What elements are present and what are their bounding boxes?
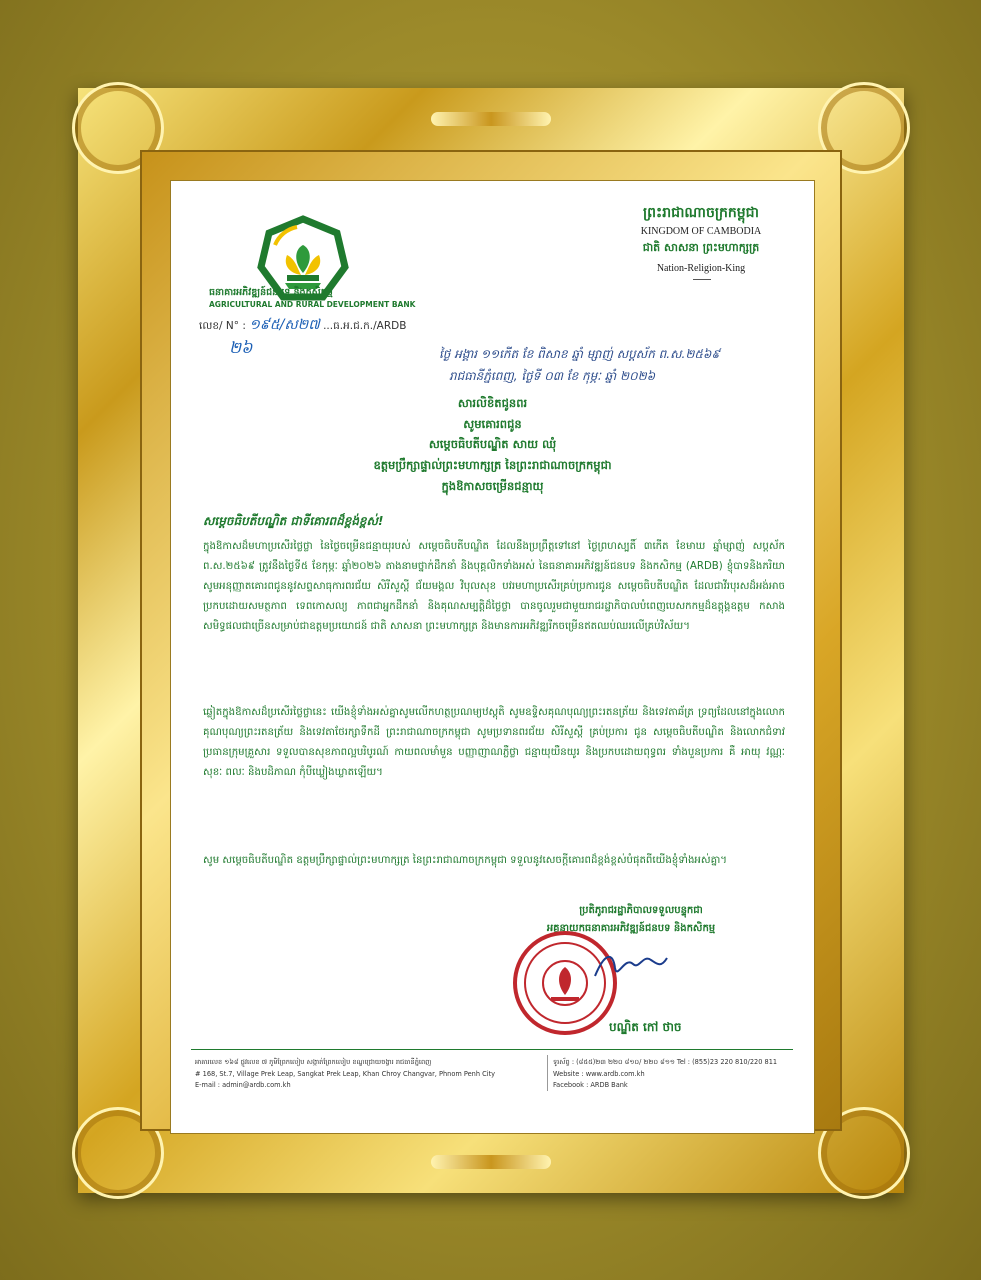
recipient-name: សម្តេចធិបតីបណ្ឌិត សាយ ឈុំ [428, 437, 557, 451]
handwritten-signature-icon [591, 946, 671, 986]
motto-khmer: ជាតិ សាសនា ព្រះមហាក្សត្រ [642, 241, 760, 254]
footer-address-english: # 168, St.7, Village Prek Leap, Sangkat Prek Leap, Khan Chroy Changvar, Phnom Penh City [195, 1070, 496, 1078]
respectfully-to: សូមគោរពជូន [463, 417, 522, 431]
lunar-date: ថ្ងៃ អង្គារ ១១កើត ខែ ពិសាខ ឆ្នាំ ម្សាញ់ សប្តស័ក ព.ស.២៥៦៩ [439, 347, 720, 361]
footer-column-divider [547, 1055, 548, 1091]
signer-title-line-2: អគ្គនាយកធនាគារអភិវឌ្ឍន៍ជនបទ និងកសិកម្ម [546, 923, 716, 934]
motto-english: Nation-Religion-King [656, 263, 746, 274]
footer-facebook: Facebook : ARDB Bank [553, 1081, 628, 1089]
kingdom-title-english: KINGDOM OF CAMBODIA [640, 226, 762, 237]
letter-paper [170, 180, 815, 1134]
footer-address-khmer: អាគារលេខ ១៦៨ ផ្លូវលេខ ៧ ភូមិព្រែកលៀប សង្កាត់ព្រែកលៀប ខណ្ឌជ្រោយចង្វារ រាជធានីភ្នំពេញ [195, 1058, 432, 1066]
footer-phone: ទូរស័ព្ទ : (៨៥៥)២៣ ២២០ ៨១០/ ២២០ ៨១១ Tel : (855)23 220 810/220 811 [553, 1058, 778, 1066]
reference-prefix: លេខ/ N° : [199, 320, 246, 332]
frame-top-ornament [431, 112, 551, 126]
reference-handwritten: ១៩៥/ស២៧ [249, 317, 320, 333]
body-paragraph-2: ឆ្លៀតក្នុងឱកាសដ៏ប្រសើរថ្លៃថ្លានេះ យើងខ្ញុំទាំងអស់គ្នាសូមលើកហត្ថប្រណម្យឋស្តុតិ សូមឧទ្ទិសគុណបុណ្យព្រះរតនត្រ័យ និងទេវតាឆ័ត្រ ទ្រព្យដែលនៅក្នុងលោក គុណបុណ្យព្រះរតនត្រ័យ និងទេវតាថែរក្សាទឹកដី ព្រះរាជាណាចក្រកម្ពុជា សូមប្រទានពរជ័យ សិរីសួស្តី គ្រប់ប្រការ ជូន សម្តេចធិបតីបណ្ឌិត និងលោកជំទាវ ប្រធានក្រុមគ្រួសារ ទទួលបានសុខភាពល្អបរិបូរណ៍ កាយពលមាំមួន បញ្ញាញាណភ្លឺថ្លា ជន្មាយុយឺនយូរ និងប្រកបដោយពុទ្ធពរ ទាំងបួនប្រការ គឺ អាយុ វណ្ណៈ សុខៈ ពលៈ និងបដិភាណ កុំបីឃ្លៀងឃ្លាតឡើយ។ [203, 707, 785, 778]
motto-divider [693, 279, 711, 280]
reference-suffix: ...ធ.អ.ជ.ក./ARDB [323, 320, 407, 332]
kingdom-title-khmer: ព្រះរាជាណាចក្រកម្ពុជា [642, 205, 759, 221]
recipient-position: ឧត្តមប្រឹក្សាផ្ទាល់ព្រះមហាក្សត្រ នៃព្រះរាជាណាចក្រកម្ពុជា [373, 458, 612, 472]
reference-extra-number: ២៦ [229, 338, 253, 357]
salutation: សម្តេចធិបតីបណ្ឌិត ជាទីគោរពដ៏ខ្ពង់ខ្ពស់! [203, 514, 384, 528]
body-paragraph-1: ក្នុងឱកាសដ៏មហាប្រសើរថ្លៃថ្លា នៃថ្ងៃចម្រើនជន្មាយុរបស់ សម្តេចធិបតីបណ្ឌិត ដែលនឹងប្រព្រឹត្តទៅនៅ ថ្ងៃព្រហស្បតិ៍ ៣កើត ខែមាឃ ឆ្នាំម្សាញ់ សប្តស័ក ព.ស.២៥៦៩ ត្រូវនឹងថ្ងៃទី៥ ខែកុម្ភៈ ឆ្នាំ២០២៦ តាងនាមថ្នាក់ដឹកនាំ និងបុគ្គលិកទាំងអស់ នៃធនាគារអភិវឌ្ឍន៍ជនបទ និងកសិកម្ម (ARDB) ខ្ញុំបាទនិងភរិយា សូមអនុញ្ញាតគោរពជូននូវសព្ទសាធុការពរជ័យ សិរីសួស្តី ជ័យមង្គល វិបុលសុខ បវរមហាប្រសើរគ្រប់ប្រការជូន សម្តេចធិបតីបណ្ឌិត ដែលជាវីរបុរសដ៏អង់អាចប្រកបដោយសមត្ថភាព ទេពកោសល្យ ភាពជាអ្នកដឹកនាំ និងគុណសម្បត្តិដ៏ថ្លៃថ្លា បានចូលរួមជាមួយរាជរដ្ឋាភិបាលបំពេញបេសកកម្មដ៏ឧត្តុង្គឧត្តម កសាងសមិទ្ធផលជាច្រើនសម្រាប់ជាឧត្តមប្រយោជន៍ ជាតិ សាសនា ព្រះមហាក្សត្រ និងមានការអភិវឌ្ឍរីកចម្រើនឥតឈប់ឈរលើគ្រប់វិស័យ។ [203, 541, 785, 632]
body-paragraph-3: សូម សម្តេចធិបតីបណ្ឌិត ឧត្តមប្រឹក្សាផ្ទាល់ព្រះមហាក្សត្រ នៃព្រះរាជាណាចក្រកម្ពុជា ទទួលនូវសេចក្តីគោរពដ៏ខ្ពង់ខ្ពស់បំផុតពីយើងខ្ញុំទាំងអស់គ្នា។ [203, 855, 728, 866]
footer-email: E-mail : admin@ardb.com.kh [195, 1081, 291, 1089]
letter-type-title: សារលិខិតជូនពរ [457, 396, 528, 410]
bank-name-english: AGRICULTURAL AND RURAL DEVELOPMENT BANK [209, 300, 416, 309]
reference-number [199, 315, 406, 336]
bank-name-khmer: ធនាគារអភិវឌ្ឍន៍ជនបទ និងកសិកម្ម [209, 287, 333, 298]
occasion: ក្នុងឱកាសចម្រើនជន្មាយុ [441, 479, 544, 493]
footer-website: Website : www.ardb.com.kh [553, 1070, 645, 1078]
signer-title-line-1: ប្រតិភូរាជរដ្ឋាភិបាលទទួលបន្ទុកជា [579, 905, 703, 916]
solar-date: រាជធានីភ្នំពេញ, ថ្ងៃទី ០៣ ខែ កុម្ភៈ ឆ្នាំ ២០២៦ [449, 369, 656, 383]
signer-name: បណ្ឌិត កៅ ថាច [609, 1020, 682, 1034]
frame-bottom-ornament [431, 1155, 551, 1169]
footer-divider [191, 1049, 793, 1050]
